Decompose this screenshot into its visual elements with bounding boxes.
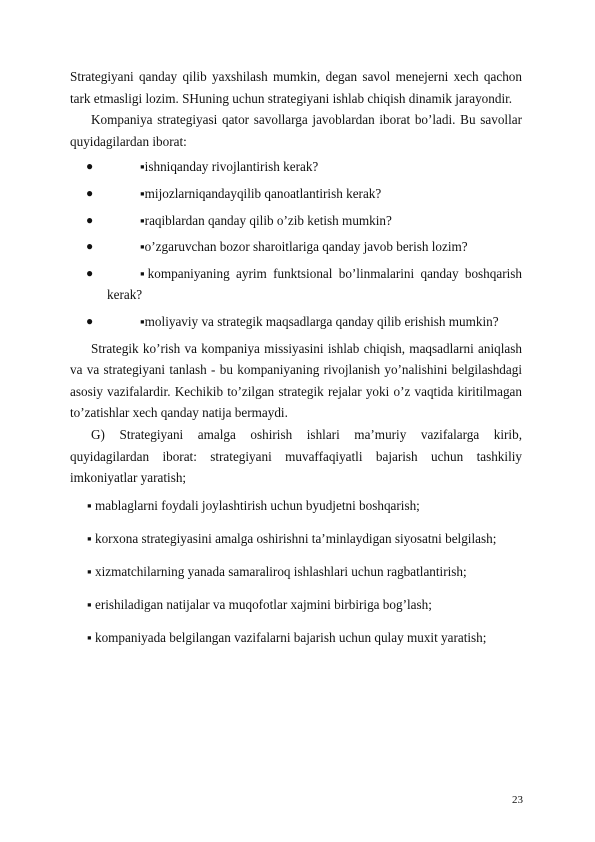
list-item — [70, 183, 522, 205]
bullet-icon: ● — [86, 265, 94, 280]
paragraph-strategic-vision: Strategik ko’rish va kompaniya missiyasini ishlab chiqish, maqsadlarni aniqlash va va strategiyani tanlash - bu kompaniyaning rivojlanish yo’nalishini belgilashdagi asosiy vazifalardir. Kechikib to’zilgan strategik rejalar yoki o’z vaqtida kiritilmagan to’zatishlar xech qanday natija bermaydi. — [70, 340, 522, 421]
bullet-icon: ● — [86, 212, 94, 227]
bullet-icon: ● — [86, 313, 94, 328]
list-item: ▪ kompaniyada belgilangan vazifalarni bajarish uchun qulay muxit yaratish; — [87, 630, 487, 646]
paragraph-questions-intro: Kompaniya strategiyasi qator savollarga javoblardan iborat bo’ladi. Bu savollar quyidagilardan iborat: — [70, 112, 522, 149]
questions-list — [70, 156, 522, 332]
list-item — [70, 210, 522, 232]
bullet-icon: ● — [86, 159, 94, 174]
list-item — [70, 311, 522, 333]
bullet-icon: ● — [86, 185, 94, 200]
list-item-text: ▪raqiblardan qanday qilib o’zib ketish mumkin? — [140, 212, 392, 228]
tasks-list — [70, 495, 522, 649]
list-item-text: ▪mijozlarniqandayqilib qanoatlantirish kerak? — [140, 185, 382, 201]
list-item-text: ▪ishniqanday rivojlantirish kerak? — [140, 159, 319, 175]
list-item-text: ▪o’zgaruvchan bozor sharoitlariga qanday javob berish lozim? — [140, 239, 468, 255]
list-item: ▪ erishiladigan natijalar va muqofotlar xajmini birbiriga bog’lash; — [87, 597, 432, 613]
paragraph-implementation: G) Strategiyani amalga oshirish ishlari ma’muriy vazifalarga kirib, quyidagilardan iborat: strategiyani muvaffaqiyatli bajarish uchun tashkiliy imkoniyatlar yaratish; — [70, 426, 522, 486]
list-item — [70, 236, 522, 258]
list-item — [70, 263, 522, 306]
list-item: ▪ mablaglarni foydali joylashtirish uchun byudjetni boshqarish; — [87, 497, 420, 513]
document-page — [70, 66, 522, 661]
paragraph-intro: Strategiyani qanday qilib yaxshilash mumkin, degan savol menejerni xech qachon tark etmasligi lozim. SHuning uchun strategiyani ishlab chiqish dinamik jarayondir. — [70, 69, 522, 106]
bullet-icon: ● — [86, 239, 94, 254]
list-item-text: ▪kompaniyaning ayrim funktsional bo’linmalarini qanday boshqarish kerak? — [107, 265, 522, 303]
page-number: 23 — [512, 794, 523, 806]
list-item — [70, 156, 522, 178]
list-item: ▪ korxona strategiyasini amalga oshirishni ta’minlaydigan siyosatni belgilash; — [87, 530, 497, 546]
list-item: ▪ xizmatchilarning yanada samaraliroq ishlashlari uchun ragbatlantirish; — [87, 564, 467, 580]
list-item-text: ▪moliyaviy va strategik maqsadlarga qanday qilib erishish mumkin? — [140, 313, 499, 329]
